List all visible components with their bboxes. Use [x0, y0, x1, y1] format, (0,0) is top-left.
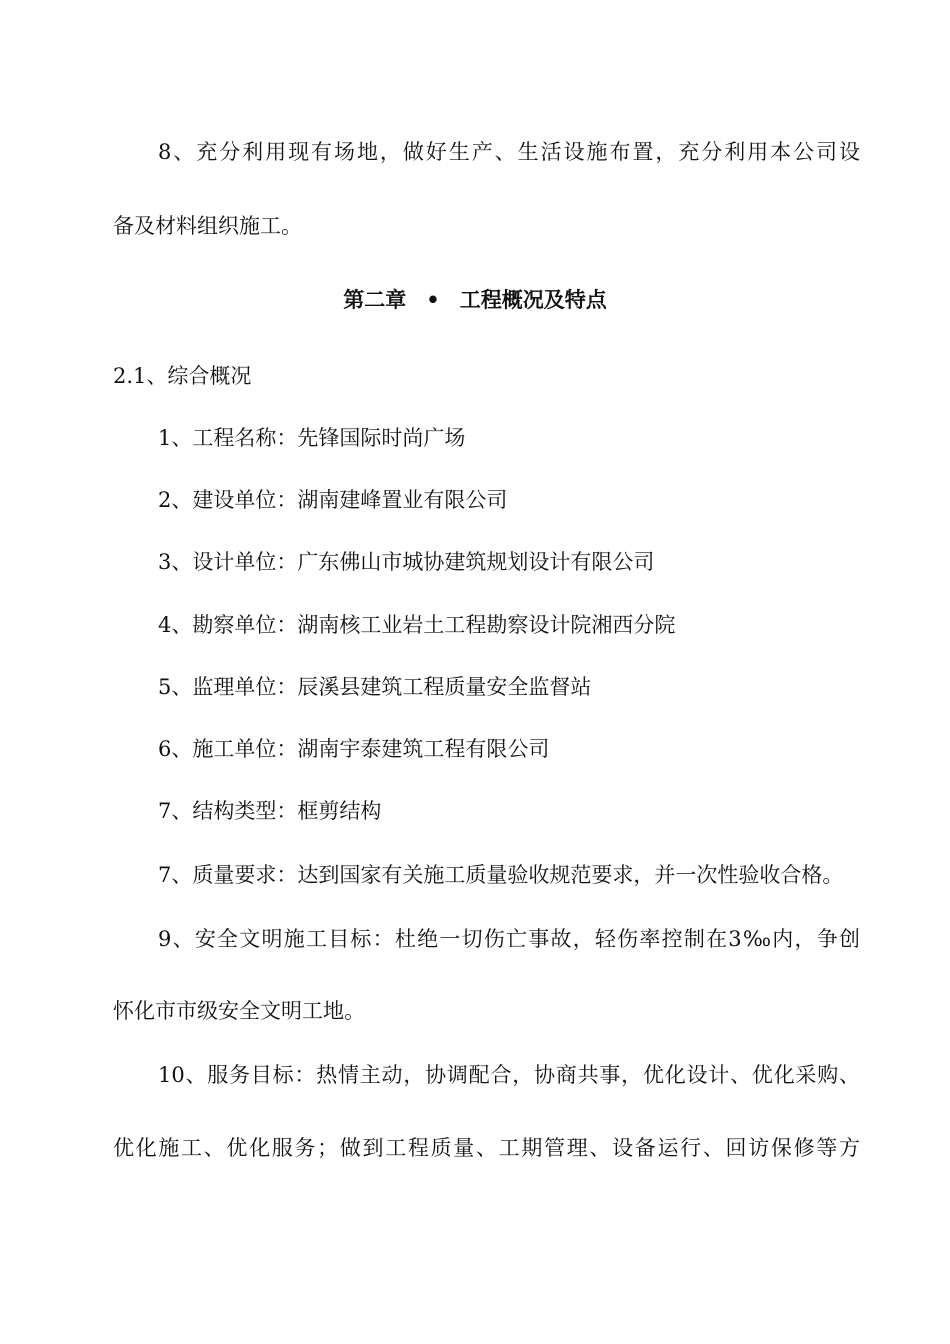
list-item-safety-goal-line-2: 怀化市市级安全文明工地。 — [113, 999, 365, 1023]
chapter-separator: • — [426, 288, 440, 312]
list-item-project-name: 1、工程名称：先锋国际时尚广场 — [158, 426, 466, 450]
list-item-structure-type: 7、结构类型：框剪结构 — [158, 799, 382, 823]
list-item-designer: 3、设计单位：广东佛山市城协建筑规划设计有限公司 — [158, 550, 655, 574]
list-item-quality-requirement: 7、质量要求：达到国家有关施工质量验收规范要求，并一次性验收合格。 — [158, 863, 844, 887]
chapter-title: 工程概况及特点 — [459, 288, 607, 312]
list-item-surveyor: 4、勘察单位：湖南核工业岩土工程勘察设计院湘西分院 — [158, 613, 676, 637]
list-item-owner: 2、建设单位：湖南建峰置业有限公司 — [158, 488, 508, 512]
chapter-number: 第二章 — [343, 288, 407, 312]
list-item-safety-goal-line-1: 9、安全文明施工目标：杜绝一切伤亡事故，轻伤率控制在3‰内，争创 — [158, 927, 860, 951]
paragraph-8-line-2: 备及材料组织施工。 — [113, 214, 302, 238]
section-heading: 2.1、综合概况 — [113, 364, 252, 388]
list-item-contractor: 6、施工单位：湖南宇泰建筑工程有限公司 — [158, 737, 550, 761]
list-item-supervisor: 5、监理单位：辰溪县建筑工程质量安全监督站 — [158, 675, 592, 699]
list-item-service-goal-line-2: 优化施工、优化服务；做到工程质量、工期管理、设备运行、回访保修等方 — [113, 1136, 860, 1160]
paragraph-8-line-1: 8、充分利用现有场地，做好生产、生活设施布置，充分利用本公司设 — [158, 140, 860, 164]
list-item-service-goal-line-1: 10、服务目标：热情主动，协调配合，协商共事，优化设计、优化采购、 — [158, 1063, 860, 1087]
chapter-heading — [0, 285, 950, 315]
